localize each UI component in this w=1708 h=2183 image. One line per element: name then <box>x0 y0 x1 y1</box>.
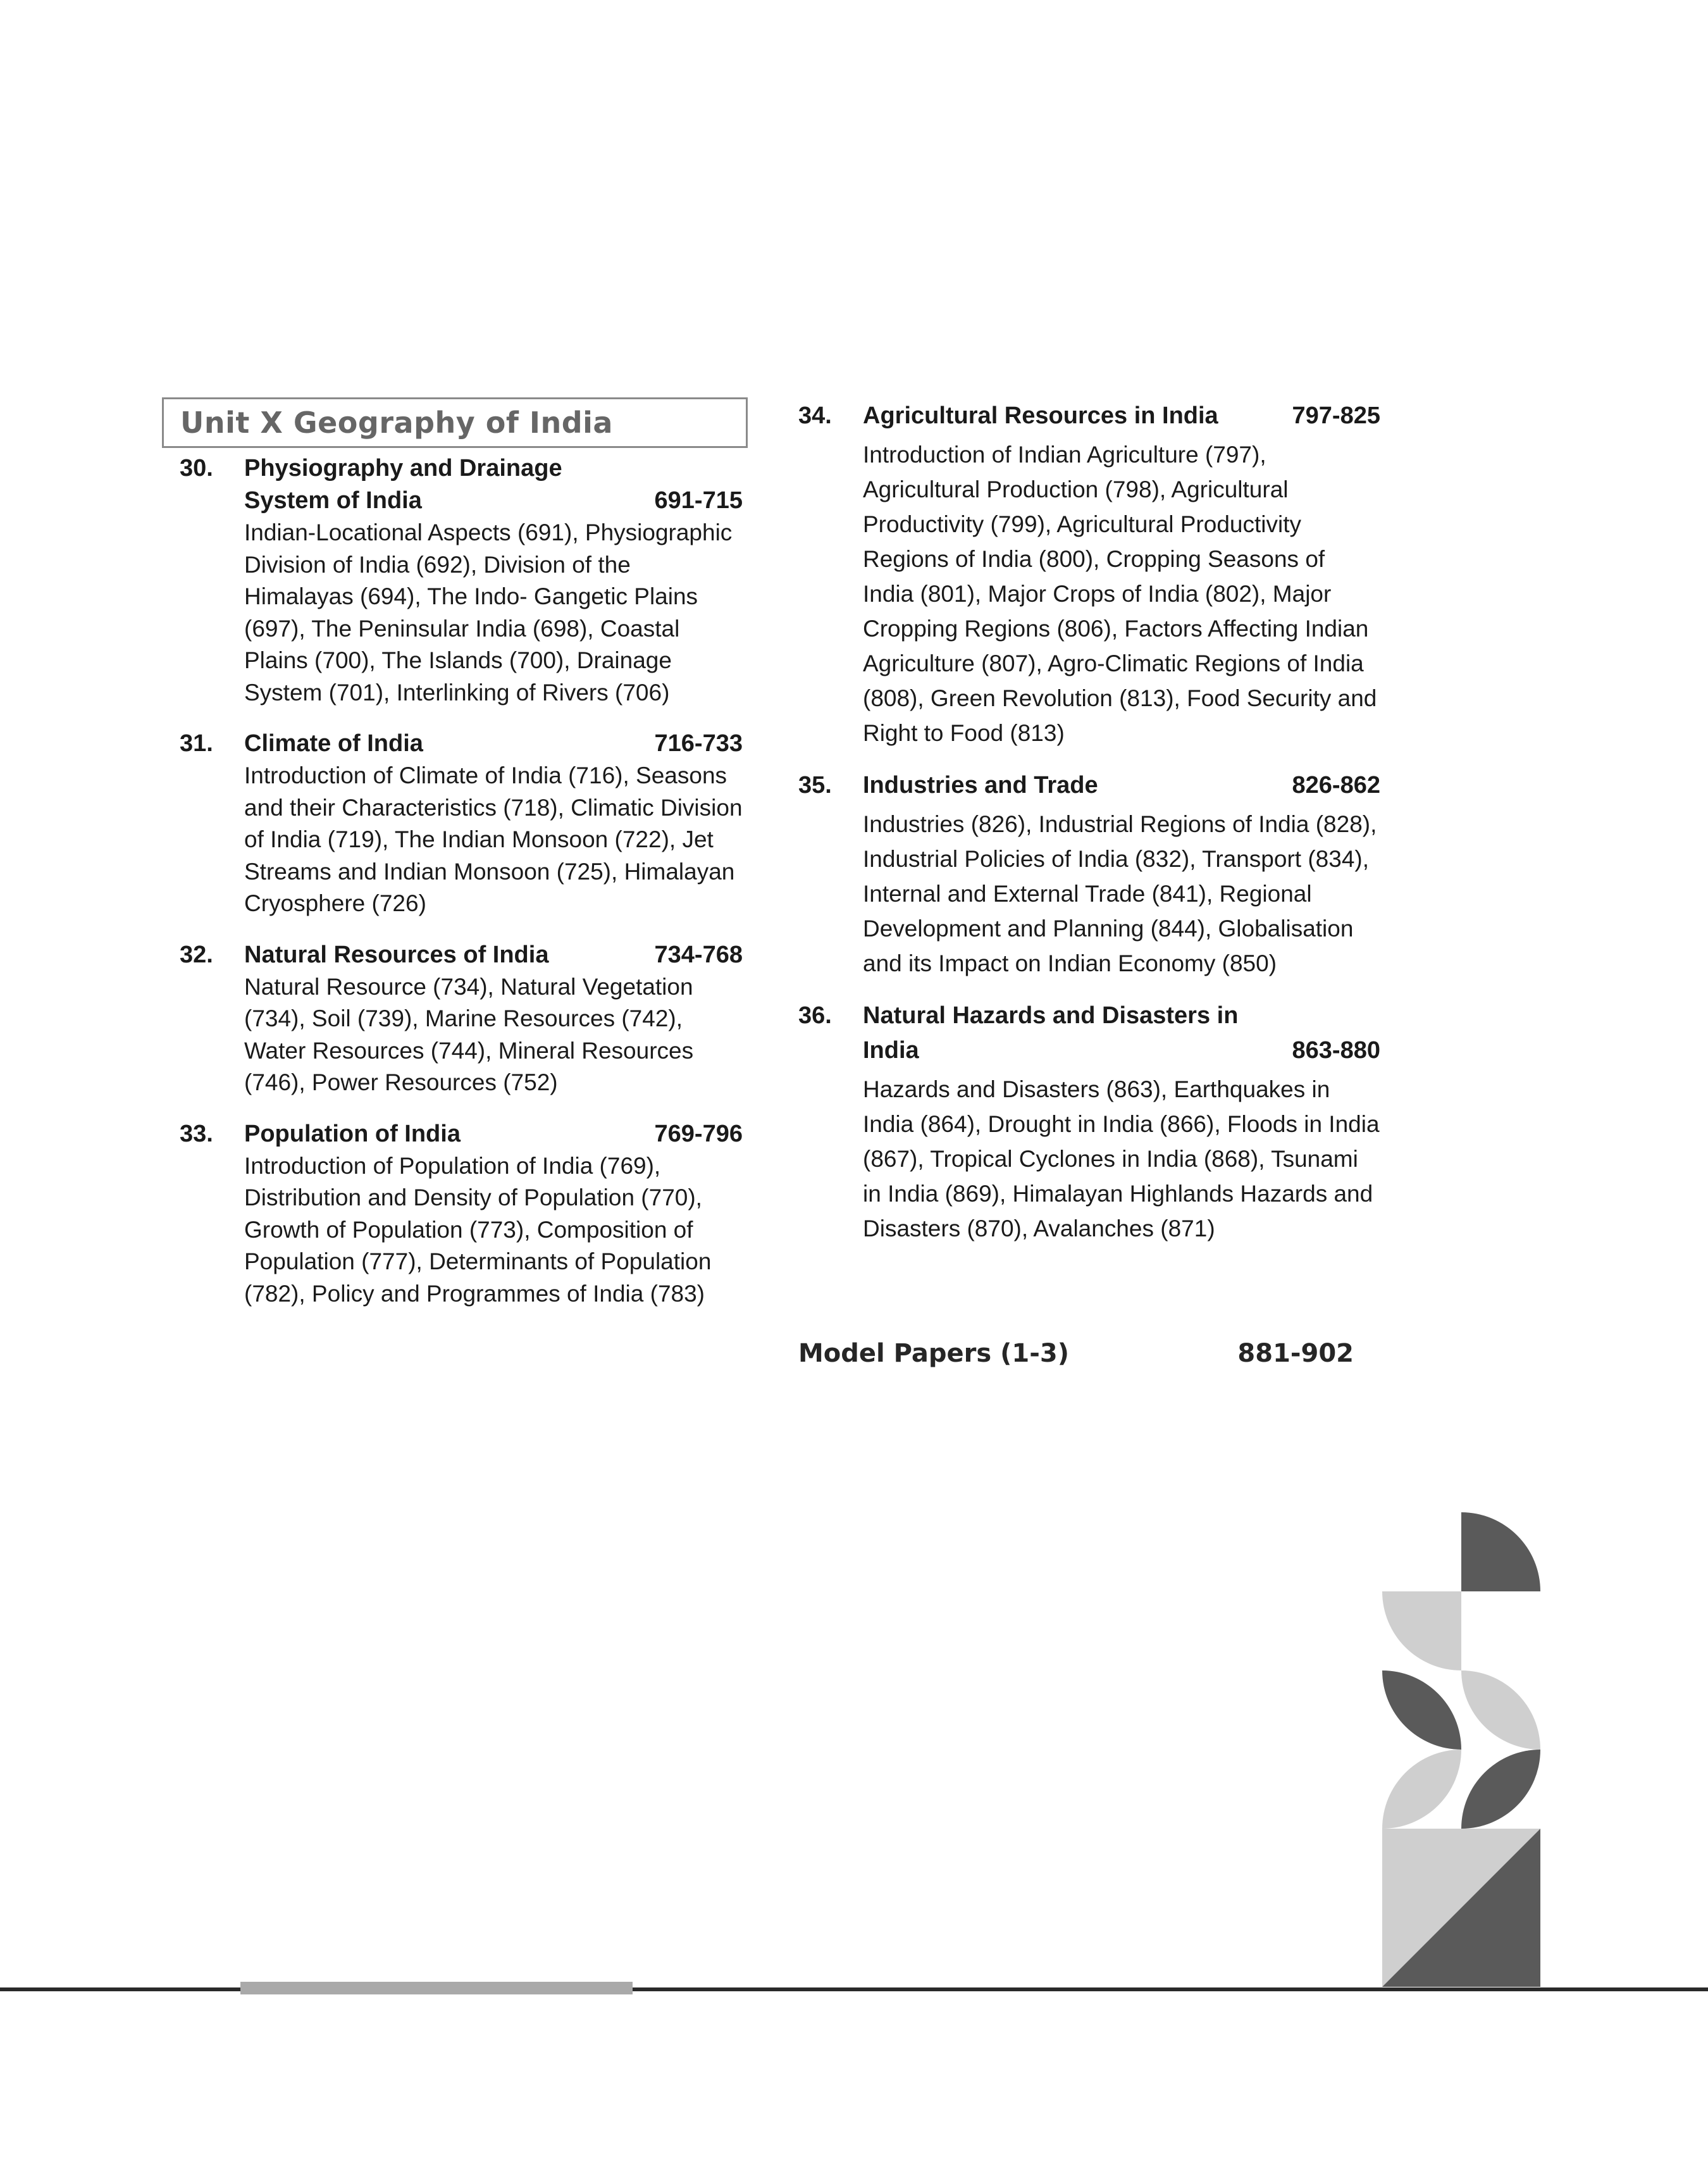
chapter-title: Population of India 769-796 <box>244 1118 743 1150</box>
footer-accent-bar <box>240 1982 633 1994</box>
quarter-circle-light <box>1382 1591 1461 1670</box>
chapter-number: 30. <box>180 455 213 482</box>
chapter-number: 33. <box>180 1120 213 1147</box>
toc-chapter-34[interactable] <box>798 399 1380 750</box>
chapter-topics: Indian-Locational Aspects (691), Physiographic Division of India (692), Division of the Himalayas (694), The Indo- Gangetic Plains (697), The Peninsular India (698), Coastal Plains (700), The Islands (700), Drainage System (701), Interlinking of Rivers (706) <box>244 519 733 706</box>
chapter-number: 35. <box>798 772 832 799</box>
chapter-topics: Natural Resource (734), Natural Vegetation (734), Soil (739), Marine Resources (742), Water Resources (744), Mineral Resources (746), Power Resources (752) <box>244 973 694 1095</box>
model-papers-pages: 881-902 <box>1237 1339 1354 1368</box>
chapter-pages: 797-825 <box>1292 402 1380 429</box>
chapter-title: Natural Hazards and Disasters in India 863-880 <box>863 998 1380 1068</box>
chapter-topics: Introduction of Climate of India (716), Seasons and their Characteristics (718), Climatic Division of India (719), The Indian Monsoon (722), Jet Streams and Indian Monsoon (725), Himalayan Cryosphere (726) <box>244 762 743 916</box>
leaf-dark-right <box>1461 1750 1540 1829</box>
chapter-topics: Industries (826), Industrial Regions of India (828), Industrial Policies of India (832), Transport (834), Internal and External Trade (841), Regional Development and Planning (844), Globalisation and its Impact on Indian Economy (850) <box>863 811 1377 976</box>
unit-header-box <box>162 397 748 448</box>
chapter-topics: Introduction of Indian Agriculture (797), Agricultural Production (798), Agricultural Productivity (799), Agricultural Productivity Regions of India (800), Cropping Seasons of India (801), Major Crops of India (802), Major Cropping Regions (806), Factors Affecting Indian Agriculture (807), Agro-Climatic Regions of India (808), Green Revolution (813), Food Security and Right to Food (813) <box>863 442 1377 746</box>
chapter-topics: Hazards and Disasters (863), Earthquakes in India (864), Drought in India (866), Floods in India (867), Tropical Cyclones in India (868), Tsunami in India (869), Himalayan Highlands Hazards and Disasters (870), Avalanches (871) <box>863 1076 1380 1241</box>
toc-right-column <box>798 399 1380 1246</box>
chapter-title: Natural Resources of India 734-768 <box>244 939 743 971</box>
toc-left-column <box>180 452 743 1310</box>
chapter-title: Climate of India 716-733 <box>244 728 743 760</box>
chapter-pages: 691-715 <box>654 487 743 514</box>
toc-chapter-33[interactable] <box>180 1118 743 1310</box>
leaf-light-left <box>1382 1750 1461 1829</box>
leaf-dark-left <box>1382 1670 1461 1750</box>
model-papers-label: Model Papers (1-3) <box>798 1339 1069 1368</box>
chapter-pages: 716-733 <box>654 730 743 757</box>
decorative-geometric-ornament <box>1379 1512 1544 1993</box>
chapter-number: 32. <box>180 941 213 968</box>
toc-chapter-30[interactable] <box>180 452 743 709</box>
toc-chapter-36[interactable] <box>798 998 1380 1246</box>
chapter-title: Industries and Trade 826-862 <box>863 768 1380 803</box>
quarter-circle-dark <box>1461 1512 1540 1591</box>
chapter-number: 34. <box>798 402 832 429</box>
chapter-title: Physiography and Drainage System of India 691-715 <box>244 452 743 517</box>
toc-chapter-31[interactable] <box>180 728 743 920</box>
chapter-pages: 826-862 <box>1292 772 1380 799</box>
unit-title: Unit X Geography of India <box>180 406 613 440</box>
toc-model-papers[interactable] <box>798 1339 1354 1368</box>
chapter-title: Agricultural Resources in India 797-825 <box>863 399 1380 433</box>
leaf-light-right <box>1461 1670 1540 1750</box>
chapter-pages: 863-880 <box>1292 1037 1380 1064</box>
chapter-pages: 769-796 <box>654 1120 743 1147</box>
toc-chapter-35[interactable] <box>798 768 1380 981</box>
toc-chapter-32[interactable] <box>180 939 743 1099</box>
chapter-topics: Introduction of Population of India (769), Distribution and Density of Population (770), Growth of Population (773), Composition of Population (777), Determinants of Population (782), Policy and Programmes of India (783) <box>244 1152 712 1307</box>
chapter-number: 36. <box>798 1002 832 1029</box>
chapter-number: 31. <box>180 730 213 757</box>
chapter-pages: 734-768 <box>654 941 743 968</box>
